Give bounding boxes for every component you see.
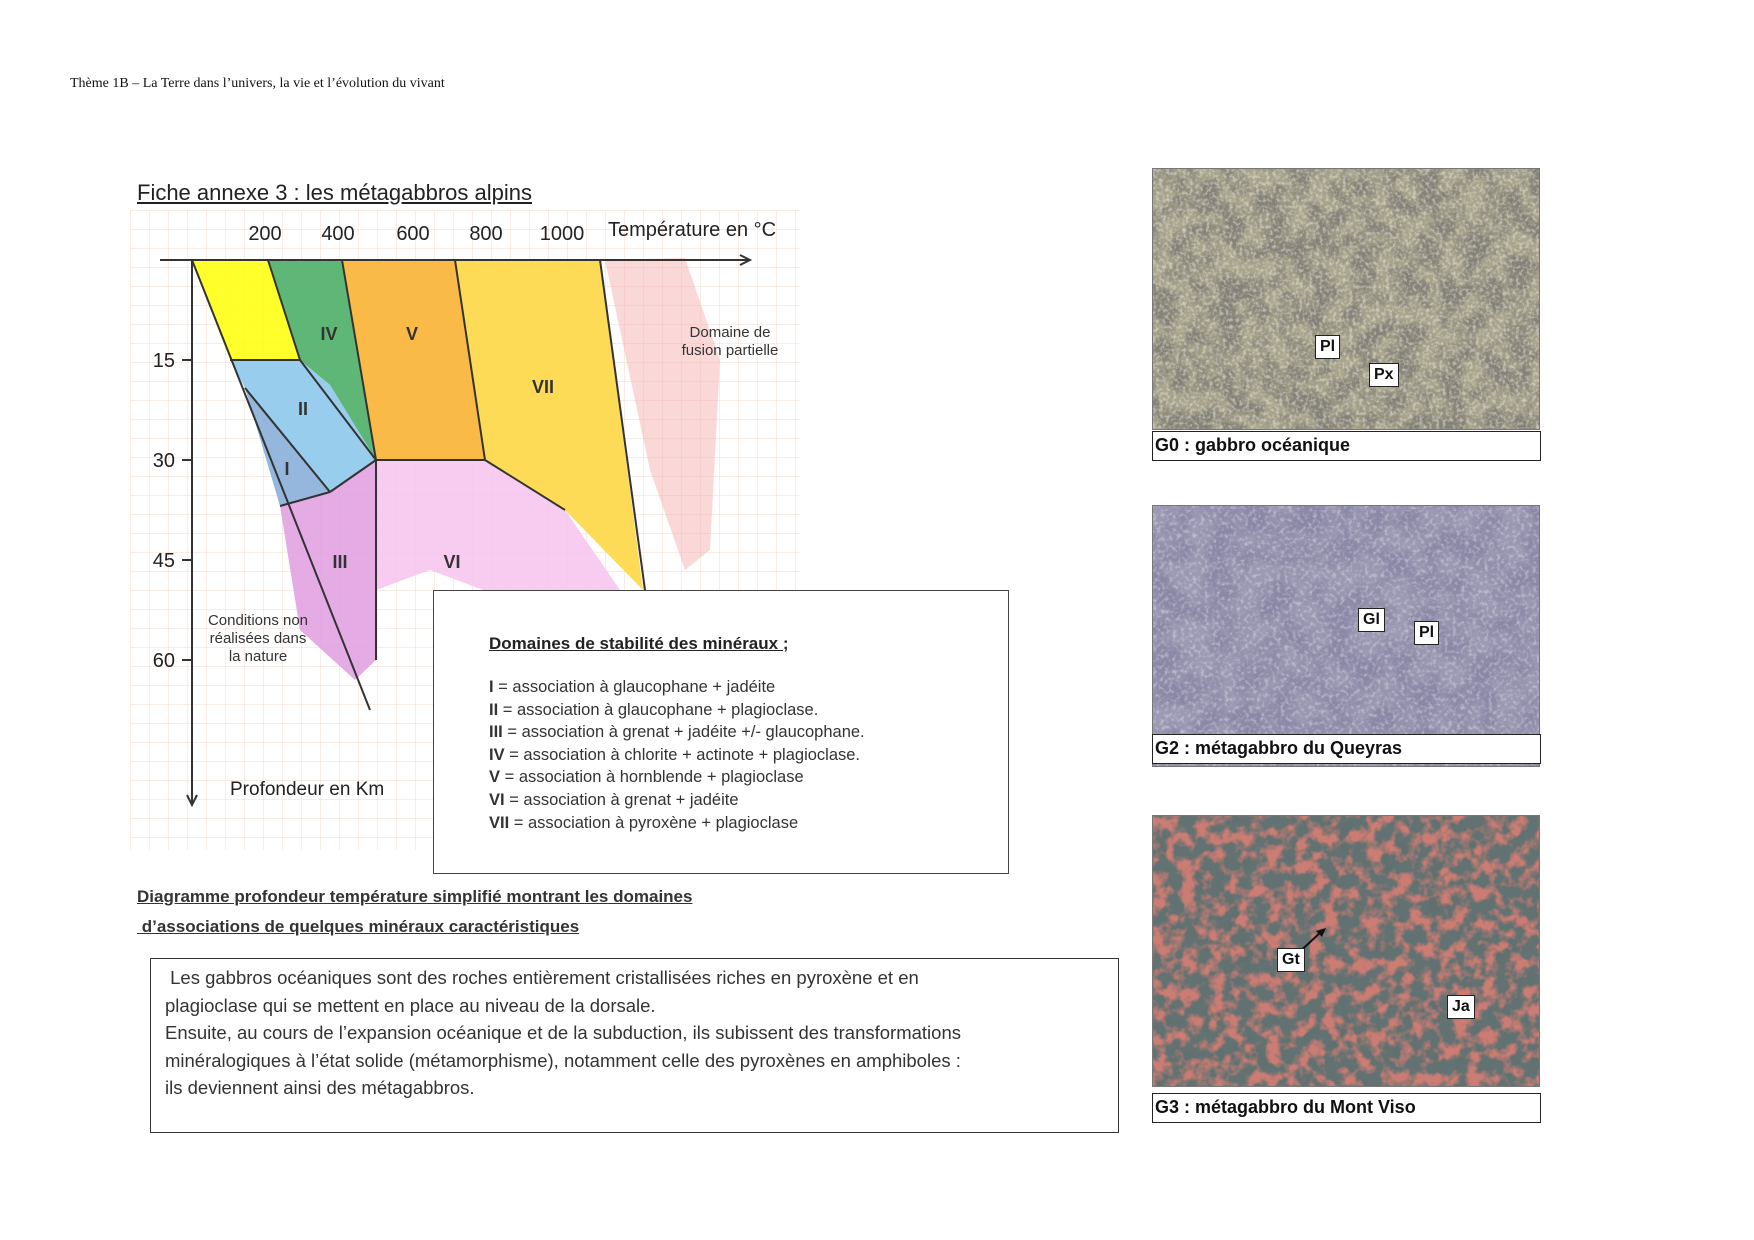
mineral-label-gt: Gt <box>1277 948 1305 972</box>
domain-label-VII: VII <box>531 377 555 397</box>
photo-caption-g2: G2 : métagabbro du Queyras <box>1152 734 1541 764</box>
depth-axis-label: Profondeur en Km <box>230 779 385 800</box>
legend-box <box>433 590 1009 874</box>
photo-g0-gabbro <box>1152 168 1540 430</box>
depth-tick-label: 15 <box>152 350 175 372</box>
mineral-label-pl: Pl <box>1414 621 1439 645</box>
depth-tick-label: 60 <box>152 650 175 672</box>
photo-caption-g0: G0 : gabbro océanique <box>1152 431 1541 461</box>
text-line: Les gabbros océaniques sont des roches entièrement cristallisées riches en pyroxène et en <box>165 967 919 988</box>
fiche-title: Fiche annexe 3 : les métagabbros alpins <box>137 180 533 205</box>
mineral-label-px: Px <box>1369 363 1399 387</box>
domain-label-III: III <box>332 552 348 572</box>
temp-tick-label: 200 <box>248 223 282 245</box>
legend-list <box>489 676 865 834</box>
legend-item: I = association à glaucophane + jadéite <box>489 678 776 696</box>
unrealised-line2: réalisées dans <box>209 630 307 647</box>
temp-tick-label: 600 <box>396 223 430 245</box>
temp-tick-label: 800 <box>469 223 503 245</box>
domain-label-VI: VI <box>443 552 461 572</box>
text-line: minéralogiques à l’état solide (métamorphisme), notamment celle des pyroxènes en amphiboles : <box>165 1049 961 1071</box>
mineral-label-pl: Pl <box>1315 335 1340 359</box>
mineral-label-gl: Gl <box>1358 608 1385 632</box>
domain-label-IV: IV <box>320 324 338 344</box>
photo-g2-queyras <box>1152 505 1540 767</box>
temperature-axis-label: Température en °C <box>608 219 777 241</box>
unrealised-line1: Conditions non <box>207 612 309 629</box>
caption-line2: d’associations de quelques minéraux caractéristiques <box>137 917 580 936</box>
depth-tick-label: 45 <box>152 550 175 572</box>
photo-g3-mont-viso <box>1152 815 1540 1087</box>
fusion-label-line2: fusion partielle <box>681 342 779 359</box>
domain-label-I: I <box>284 459 290 479</box>
text-line: Ensuite, au cours de l’expansion océanique et de la subduction, ils subissent des transformations <box>165 1022 961 1043</box>
mineral-label-ja: Ja <box>1447 995 1475 1019</box>
fusion-label-line1: Domaine de <box>689 324 771 341</box>
temp-tick-label: 400 <box>321 223 355 245</box>
legend-item: IV = association à chlorite + actinote + plagioclase. <box>489 745 861 764</box>
legend-item: VI = association à grenat + jadéite <box>489 790 739 809</box>
domain-label-V: V <box>405 324 419 344</box>
text-line: plagioclase qui se mettent en place au niveau de la dorsale. <box>165 994 656 1016</box>
page-header: Thème 1B – La Terre dans l’univers, la vie et l’évolution du vivant <box>70 76 445 91</box>
domain-label-II: II <box>297 399 309 419</box>
photo-caption-g3: G3 : métagabbro du Mont Viso <box>1152 1093 1541 1123</box>
legend-item: VII = association à pyroxène + plagioclase <box>489 813 799 832</box>
explanation-text-box <box>150 958 1119 1133</box>
legend-title: Domaines de stabilité des minéraux ; <box>489 634 789 653</box>
caption-line1: Diagramme profondeur température simplifié montrant les domaines <box>137 887 693 906</box>
legend-item: II = association à glaucophane + plagioclase. <box>489 700 819 719</box>
legend-item: III = association à grenat + jadéite +/- glaucophane. <box>489 723 865 742</box>
diagram-caption <box>137 882 692 942</box>
legend-item: V = association à hornblende + plagioclase <box>489 768 804 787</box>
unrealised-line3: la nature <box>228 648 288 665</box>
text-line: ils deviennent ainsi des métagabbros. <box>165 1077 475 1098</box>
temp-tick-label: 1000 <box>539 223 585 245</box>
depth-tick-label: 30 <box>152 450 175 472</box>
